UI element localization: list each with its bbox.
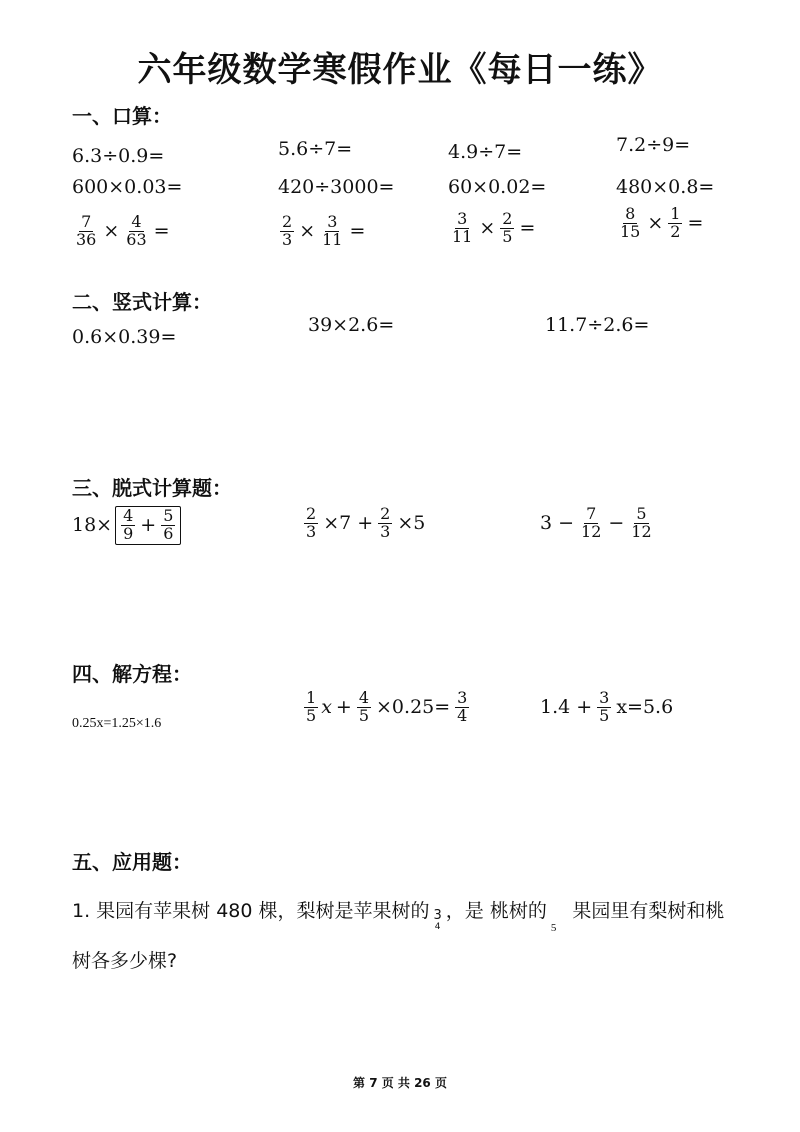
oral-item: 480×0.8= [616,176,715,198]
leading-term: 1.4 [540,696,571,719]
leading-term: 18× [72,514,113,537]
oral-fraction-item [616,206,706,241]
denominator: 36 [76,229,97,249]
operator: + [576,696,593,719]
denominator: 3 [282,229,293,249]
bracket [115,506,181,545]
denominator: 9 [123,523,134,543]
oral-item: 6.3÷0.9= [72,145,165,167]
stepwise-expression [72,506,181,545]
denominator: 5 [306,705,317,725]
operator: × [299,220,316,243]
operator: + [357,512,374,535]
numerator: 1 [306,688,317,707]
numerator: 3 [327,212,338,231]
leading-term: 3 [540,512,553,535]
numerator: 4 [123,506,134,525]
numerator: 2 [282,212,293,231]
equation-item: 0.25x=1.25×1.6 [72,716,162,731]
equals-sign: = [519,217,536,240]
numerator: 3 [457,688,468,707]
operator: × [479,217,496,240]
numerator: 7 [586,504,597,523]
problem-text-line1 [72,896,724,934]
numerator: 2 [380,504,391,523]
denominator: 11 [322,229,343,249]
equals-sign: = [687,212,704,235]
denominator: 5 [358,705,370,725]
problem-text: 1. 果园有苹果树 480 棵，梨树是苹果树的 [72,900,430,922]
page-footer: 第 7 页 共 26 页 [353,1076,447,1090]
problem-text: ，是 桃树的 [445,900,547,922]
oral-item: 4.9÷7= [448,141,523,163]
stray-digit: 5 [550,922,557,934]
section-vertical-heading: 二、竖式计算： [72,290,212,314]
section-oral-heading: 一、口算： [72,104,172,128]
numerator: 4 [358,688,370,707]
numerator: 5 [636,504,647,523]
equals-sign: = [153,220,170,243]
equation-item [540,690,676,725]
oral-item: 5.6÷7= [278,138,353,160]
problem-text-line2: 树各多少棵? [72,950,178,972]
vertical-item: 11.7÷2.6= [545,314,650,336]
term: ×7 [323,512,352,535]
term: x=5.6 [616,696,674,719]
oral-item: 60×0.02= [448,176,547,198]
term: ×5 [397,512,426,535]
page-title: 六年级数学寒假作业《每日一练》 [137,50,663,90]
numerator: 7 [81,212,92,231]
problem-text: 果园里有梨树和桃 [566,900,725,922]
section-stepwise-heading: 三、脱式计算题： [72,476,232,500]
denominator: 4 [434,921,441,932]
denominator: 12 [631,521,652,541]
denominator: 15 [620,221,641,241]
denominator: 5 [502,226,513,246]
operator: − [608,512,625,535]
denominator: 11 [452,226,473,246]
equation-item [302,690,471,725]
numerator: 4 [131,212,142,231]
oral-fraction-item [278,214,368,249]
denominator: 6 [163,523,174,543]
vertical-item: 39×2.6= [308,314,395,336]
oral-fraction-item [72,214,173,249]
operator: + [335,696,352,719]
term: ×0.25= [376,696,451,719]
numerator: 2 [306,504,317,523]
numerator: 3 [599,688,610,707]
numerator: 1 [670,204,681,223]
operator: + [140,514,157,537]
numerator: 3 [433,908,442,923]
denominator: 12 [581,521,602,541]
equals-sign: = [349,220,366,243]
variable: x [321,696,332,719]
stepwise-expression [302,506,428,541]
section-application-heading: 五、应用题： [72,850,192,874]
numerator: 3 [457,209,468,228]
stepwise-expression [540,506,656,541]
oral-item: 7.2÷9= [616,134,691,156]
numerator: 8 [625,204,636,223]
denominator: 5 [599,705,610,725]
oral-item: 600×0.03= [72,176,183,198]
denominator: 4 [457,705,468,725]
denominator: 63 [126,229,147,249]
denominator: 3 [380,521,391,541]
operator: − [558,512,575,535]
denominator: 3 [306,521,317,541]
operator: × [647,212,664,235]
oral-item: 420÷3000= [278,176,395,198]
vertical-item: 0.6×0.39= [72,326,177,348]
operator: × [103,220,120,243]
numerator: 2 [502,209,513,228]
oral-fraction-item [448,211,538,246]
denominator: 2 [670,221,681,241]
numerator: 5 [163,506,174,525]
section-equations-heading: 四、解方程： [72,662,192,686]
